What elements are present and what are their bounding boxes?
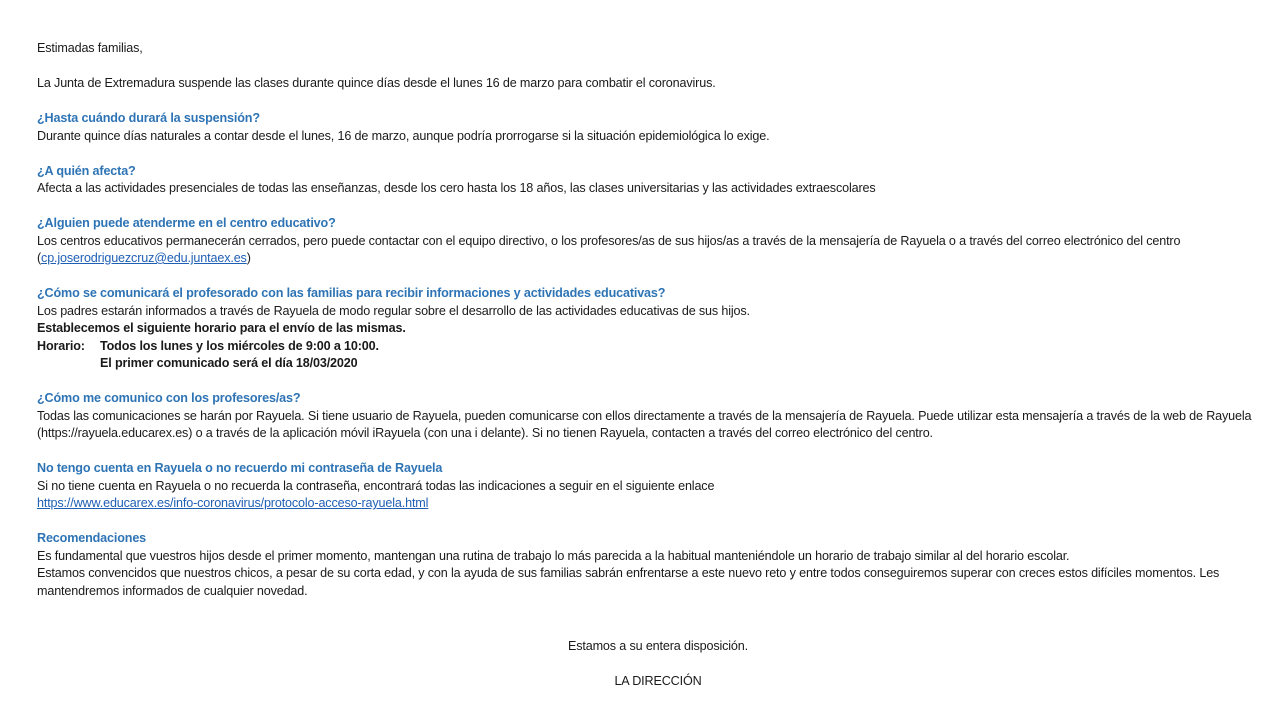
answer-attention-close: )	[246, 251, 251, 265]
letter-body	[37, 40, 1277, 600]
answer-attention-text: Los centros educativos permanecerán cerrados, pero puede contactar con el equipo directivo, o los profesores/as de sus hijos/as a través de la mensajería de Rayuela o a través del correo electrónico del centro (	[37, 233, 1181, 265]
answer-communication: Los padres estarán informados a través de Rayuela de modo regular sobre el desarrollo de las actividades educativas de sus hijos.	[37, 303, 750, 318]
schedule-intro: Establecemos el siguiente horario para el envío de las mismas.	[37, 321, 406, 335]
question-recommendations: Recomendaciones	[37, 531, 147, 545]
schedule-time: Todos los lunes y los miércoles de 9:00 a 10:00.	[100, 338, 379, 353]
schedule-label: Horario:	[37, 338, 85, 353]
answer-teachers: Todas las comunicaciones se harán por Rayuela. Si tiene usuario de Rayuela, pueden comunicarse con ellos directamente a través de la mensajería de Rayuela. Puede utilizar esta mensajería a través de la web de Rayuela (https://rayuela.educarex.es) o a través de la aplicación móvil iRayuela (con una i delante). Si no tienen Rayuela, contacten a través del correo electrónico del centro.	[37, 408, 1252, 440]
answer-duration: Durante quince días naturales a contar desde el lunes, 16 de marzo, aunque podría prorrogarse si la situación epidemiológica lo exige.	[37, 128, 770, 143]
question-account: No tengo cuenta en Rayuela o no recuerdo mi contraseña de Rayuela	[37, 461, 443, 475]
intro-text: La Junta de Extremadura suspende las clases durante quince días desde el lunes 16 de marzo para combatir el coronavirus.	[37, 76, 716, 90]
greeting: Estimadas familias,	[37, 41, 143, 55]
schedule-row	[37, 338, 1277, 356]
rayuela-protocol-link[interactable]: https://www.educarex.es/info-coronavirus/protocolo-acceso-rayuela.html	[37, 496, 429, 510]
answer-affected: Afecta a las actividades presenciales de todas las enseñanzas, desde los cero hasta los 18 años, las clases universitarias y las actividades extraescolares	[37, 181, 876, 195]
question-duration: ¿Hasta cuándo durará la suspensión?	[37, 111, 260, 125]
recommendation-paragraph-1: Es fundamental que vuestros hijos desde el primer momento, mantengan una rutina de trabajo lo más parecida a la habitual manteniéndole un horario de trabajo similar al del horario escolar.	[37, 548, 1070, 563]
schedule-first-date: El primer comunicado será el día 18/03/2020	[100, 356, 358, 370]
recommendation-paragraph-2: Estamos convencidos que nuestros chicos, a pesar de su corta edad, y con la ayuda de sus familias sabrán enfrentarse a este nuevo reto y entre todos conseguiremos superar con creces estos difíciles momentos. Les mantendremos informados de cualquier novedad.	[37, 566, 1220, 598]
question-teachers: ¿Cómo me comunico con los profesores/as?	[37, 391, 301, 405]
question-attention: ¿Alguien puede atenderme en el centro educativo?	[37, 216, 336, 230]
closing-line: Estamos a su entera disposición.	[567, 639, 748, 653]
question-communication: ¿Cómo se comunicará el profesorado con las familias para recibir informaciones y actividades educativas?	[37, 286, 666, 300]
answer-attention	[37, 233, 1277, 268]
answer-account: Si no tiene cuenta en Rayuela o no recuerda la contraseña, encontrará todas las indicaciones a seguir en el siguiente enlace	[37, 478, 715, 493]
signature: LA DIRECCIÓN	[614, 674, 702, 688]
school-email-link[interactable]: cp.joserodriguezcruz@edu.juntaex.es	[41, 251, 247, 265]
question-affected: ¿A quién afecta?	[37, 163, 136, 178]
